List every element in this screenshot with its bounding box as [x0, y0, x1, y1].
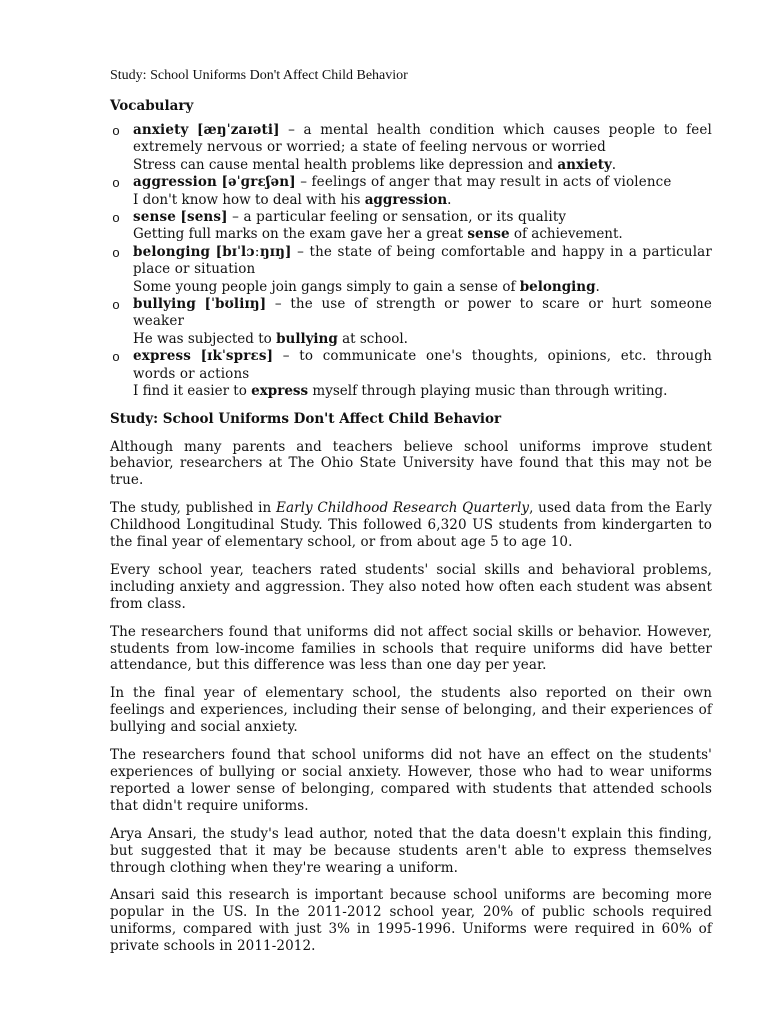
article-paragraph-7: Arya Ansari, the study's lead author, noted that the data doesn't explain this finding, but suggested that it may be because students aren't able to express themselves through clothing when they're wearing a uniform. — [110, 825, 712, 876]
example-keyword: belonging — [519, 278, 596, 295]
vocab-definition-text: – feelings of anger that may result in acts of violence — [295, 174, 672, 191]
bullet-icon: o — [112, 349, 120, 365]
example-text: He was subjected to — [133, 330, 277, 347]
vocabulary-heading: Vocabulary — [110, 98, 194, 114]
vocab-item-sense — [110, 209, 712, 244]
vocab-definition-text: – the state of being comfortable and happy in a particular place or situation — [133, 243, 712, 278]
example-text: I find it easier to — [133, 383, 252, 400]
vocabulary-list — [110, 122, 712, 401]
vocab-definition — [133, 122, 712, 157]
vocab-definition-text: – a particular feeling or sensation, or its quality — [227, 209, 567, 226]
vocab-example — [133, 331, 712, 348]
bullet-icon: o — [112, 123, 120, 138]
article-paragraph-2 — [110, 500, 712, 551]
vocab-item-anxiety — [110, 122, 712, 174]
vocab-item-express — [110, 348, 712, 400]
article-paragraph-6: The researchers found that school uniforms did not have an effect on the students' experiences of bullying or social anxiety. However, those who had to wear uniforms reported a lower sense of belonging, compared with students that attended schools that didn't require uniforms. — [110, 747, 712, 814]
vocab-word: aggression — [133, 174, 217, 191]
example-text: Getting full marks on the exam gave her a great — [133, 226, 468, 243]
vocab-example — [133, 226, 712, 243]
vocab-pronunciation: [æŋˈzaɪəti] — [196, 122, 280, 138]
vocab-definition — [133, 244, 712, 279]
document-header-title: Study: School Uniforms Don't Affect Child Behavior — [110, 68, 408, 83]
vocab-definition — [133, 174, 712, 191]
example-keyword: sense — [467, 226, 510, 243]
example-text-end: . — [611, 156, 617, 173]
paragraph-text: The study, published in — [110, 500, 276, 517]
example-keyword: aggression — [364, 191, 448, 208]
vocab-pronunciation: [sens] — [180, 209, 228, 226]
example-text: I don't know how to deal with his — [133, 191, 365, 208]
vocab-word: sense — [133, 209, 176, 226]
vocab-example — [133, 157, 712, 174]
article-paragraph-3: Every school year, teachers rated students' social skills and behavioral problems, including anxiety and aggression. They also noted how often each student was absent from class. — [110, 561, 712, 612]
vocab-pronunciation: [bɪˈlɔːŋɪŋ] — [215, 243, 292, 260]
vocab-definition — [133, 296, 712, 331]
bullet-icon: o — [112, 244, 120, 260]
example-text: Some young people join gangs simply to gain a sense of — [133, 278, 520, 295]
example-text-end: . — [447, 191, 452, 208]
vocab-definition — [133, 209, 712, 226]
paragraph-text-end: , used data from the Early Childhood Longitudinal Study. This followed 6,320 US students from kindergarten to the final year of elementary school, or from about age 5 to age 10. — [110, 500, 712, 551]
article-paragraph-1: Although many parents and teachers believe school uniforms improve student behavior, researchers at The Ohio State University have found that this may not be true. — [110, 438, 712, 489]
example-keyword: bullying — [276, 330, 338, 347]
example-text-end: myself through playing music than through writing. — [308, 383, 668, 400]
example-text-end: at school. — [337, 330, 408, 347]
example-text-end: . — [595, 278, 600, 295]
example-text: Stress can cause mental health problems like depression and — [133, 156, 558, 173]
vocab-definition — [133, 348, 712, 383]
journal-name: Early Childhood Research Quarterly — [275, 500, 530, 517]
document-page — [110, 68, 712, 966]
bullet-icon: o — [112, 175, 120, 191]
vocab-word: express — [133, 348, 192, 365]
vocab-example — [133, 192, 712, 209]
bullet-icon: o — [112, 297, 120, 313]
vocab-pronunciation: [ɪkˈsprɛs] — [200, 348, 274, 365]
vocab-definition-text: – a mental health condition which causes people to feel extremely nervous or worried; a state of feeling nervous or worried — [133, 122, 712, 156]
example-keyword: anxiety — [557, 156, 612, 173]
article-paragraph-5: In the final year of elementary school, the students also reported on their own feelings and experiences, including their sense of belonging, and their experiences of bullying and social anxiety. — [110, 685, 712, 736]
vocab-example — [133, 383, 712, 400]
vocab-pronunciation: [əˈɡrɛʃən] — [221, 174, 296, 191]
article-title: Study: School Uniforms Don't Affect Child Behavior — [110, 410, 502, 427]
bullet-icon: o — [112, 210, 120, 226]
vocab-word: belonging — [133, 243, 211, 260]
vocab-pronunciation: [ˈbʊliɪŋ] — [204, 296, 267, 313]
vocab-word: bullying — [133, 296, 196, 313]
vocab-item-aggression — [110, 174, 712, 209]
vocab-item-belonging — [110, 244, 712, 296]
vocab-definition-text: – the use of strength or power to scare or hurt someone weaker — [133, 296, 712, 330]
article-paragraph-4: The researchers found that uniforms did not affect social skills or behavior. However, students from low-income families in schools that require uniforms did have better attendance, but this difference was less than one day per year. — [110, 623, 712, 674]
vocab-item-bullying — [110, 296, 712, 348]
vocab-example — [133, 279, 712, 296]
example-text-end: of achievement. — [509, 226, 623, 243]
vocab-word: anxiety — [133, 122, 189, 138]
vocab-definition-text: – to communicate one's thoughts, opinions, etc. through words or actions — [133, 348, 712, 382]
article-paragraph-8: Ansari said this research is important because school uniforms are becoming more popular in the US. In the 2011-2012 school year, 20% of public schools required uniforms, compared with just 3% in 1995-1996. Uniforms were required in 60% of private schools in 2011-2012. — [110, 887, 712, 955]
example-keyword: express — [251, 383, 309, 400]
